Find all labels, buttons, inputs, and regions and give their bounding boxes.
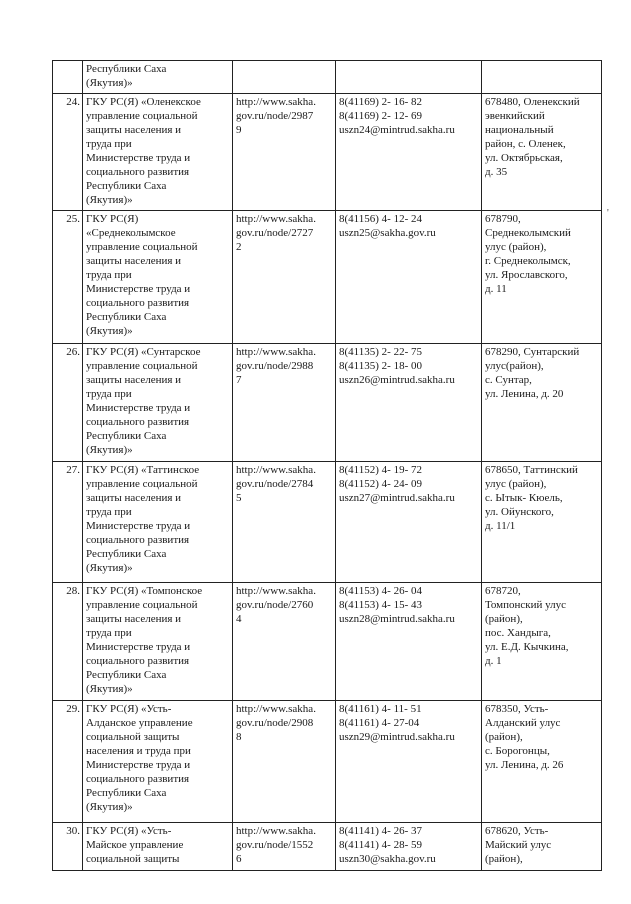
website-cell[interactable]: http://www.sakha. gov.ru/node/2784 5 [233, 462, 336, 583]
contacts-cell [336, 61, 482, 94]
address-cell: 678790, Среднеколымский улус (район), г. Среднеколымск, ул. Ярославского, д. 11 [482, 211, 602, 344]
row-number-cell: 27. [53, 462, 83, 583]
table-row [53, 583, 602, 701]
website-cell[interactable]: http://www.sakha. gov.ru/node/2727 2 [233, 211, 336, 344]
table-row [53, 94, 602, 211]
contacts-cell[interactable]: 8(41141) 4- 26- 37 8(41141) 4- 28- 59 uszn30@sakha.gov.ru [336, 823, 482, 871]
row-number-cell [53, 61, 83, 94]
row-number-cell: 29. [53, 701, 83, 823]
contacts-cell[interactable]: 8(41152) 4- 19- 72 8(41152) 4- 24- 09 uszn27@mintrud.sakha.ru [336, 462, 482, 583]
organization-name-cell: ГКУ РС(Я) «Томпонское управление социальной защиты населения и труда при Министерстве труда и социального развития Республики Саха (Якутия)» [83, 583, 233, 701]
organization-name-cell: ГКУ РС(Я) «Усть- Алданское управление социальной защиты населения и труда при Министерстве труда и социального развития Республики Саха (Якутия)» [83, 701, 233, 823]
row-number-cell: 28. [53, 583, 83, 701]
table-row [53, 462, 602, 583]
organization-name-cell: ГКУ РС(Я) «Усть- Майское управление социальной защиты [83, 823, 233, 871]
address-cell: 678350, Усть- Алданский улус (район), с. Борогонцы, ул. Ленина, д. 26 [482, 701, 602, 823]
website-cell [233, 61, 336, 94]
address-cell: 678290, Сунтарский улус(район), с. Сунтар, ул. Ленина, д. 20 [482, 344, 602, 462]
social-protection-offices-table [52, 60, 602, 871]
contacts-cell[interactable]: 8(41161) 4- 11- 51 8(41161) 4- 27-04 uszn29@mintrud.sakha.ru [336, 701, 482, 823]
website-cell[interactable]: http://www.sakha. gov.ru/node/1552 6 [233, 823, 336, 871]
contacts-cell[interactable]: 8(41169) 2- 16- 82 8(41169) 2- 12- 69 uszn24@mintrud.sakha.ru [336, 94, 482, 211]
table-row [53, 823, 602, 871]
address-cell [482, 61, 602, 94]
organization-name-cell: Республики Саха (Якутия)» [83, 61, 233, 94]
table-row [53, 211, 602, 344]
website-cell[interactable]: http://www.sakha. gov.ru/node/2988 7 [233, 344, 336, 462]
organization-name-cell: ГКУ РС(Я) «Оленекское управление социальной защиты населения и труда при Министерстве труда и социального развития Республики Саха (Якутия)» [83, 94, 233, 211]
website-cell[interactable]: http://www.sakha. gov.ru/node/2760 4 [233, 583, 336, 701]
row-number-cell: 25. [53, 211, 83, 344]
table-row [53, 701, 602, 823]
organization-name-cell: ГКУ РС(Я) «Среднеколымское управление социальной защиты населения и труда при Министерстве труда и социального развития Республики Саха (Якутия)» [83, 211, 233, 344]
address-cell: 678480, Оленекский эвенкийский национальный район, с. Оленек, ул. Октябрьская, д. 35 [482, 94, 602, 211]
contacts-cell[interactable]: 8(41153) 4- 26- 04 8(41153) 4- 15- 43 uszn28@mintrud.sakha.ru [336, 583, 482, 701]
table-row [53, 344, 602, 462]
table-row-continued [53, 61, 602, 94]
scan-artifact-mark: ' [607, 208, 609, 219]
row-number-cell: 24. [53, 94, 83, 211]
address-cell: 678720, Томпонский улус (район), пос. Хандыга, ул. Е.Д. Кычкина, д. 1 [482, 583, 602, 701]
row-number-cell: 30. [53, 823, 83, 871]
website-cell[interactable]: http://www.sakha. gov.ru/node/2987 9 [233, 94, 336, 211]
organization-name-cell: ГКУ РС(Я) «Сунтарское управление социальной защиты населения и труда при Министерстве труда и социального развития Республики Саха (Якутия)» [83, 344, 233, 462]
address-cell: 678650, Таттинский улус (район), с. Ытык- Кюель, ул. Ойунского, д. 11/1 [482, 462, 602, 583]
contacts-cell[interactable]: 8(41156) 4- 12- 24 uszn25@sakha.gov.ru [336, 211, 482, 344]
website-cell[interactable]: http://www.sakha. gov.ru/node/2908 8 [233, 701, 336, 823]
address-cell: 678620, Усть- Майский улус (район), [482, 823, 602, 871]
row-number-cell: 26. [53, 344, 83, 462]
contacts-cell[interactable]: 8(41135) 2- 22- 75 8(41135) 2- 18- 00 uszn26@mintrud.sakha.ru [336, 344, 482, 462]
organization-name-cell: ГКУ РС(Я) «Таттинское управление социальной защиты населения и труда при Министерстве труда и социального развития Республики Саха (Якутия)» [83, 462, 233, 583]
